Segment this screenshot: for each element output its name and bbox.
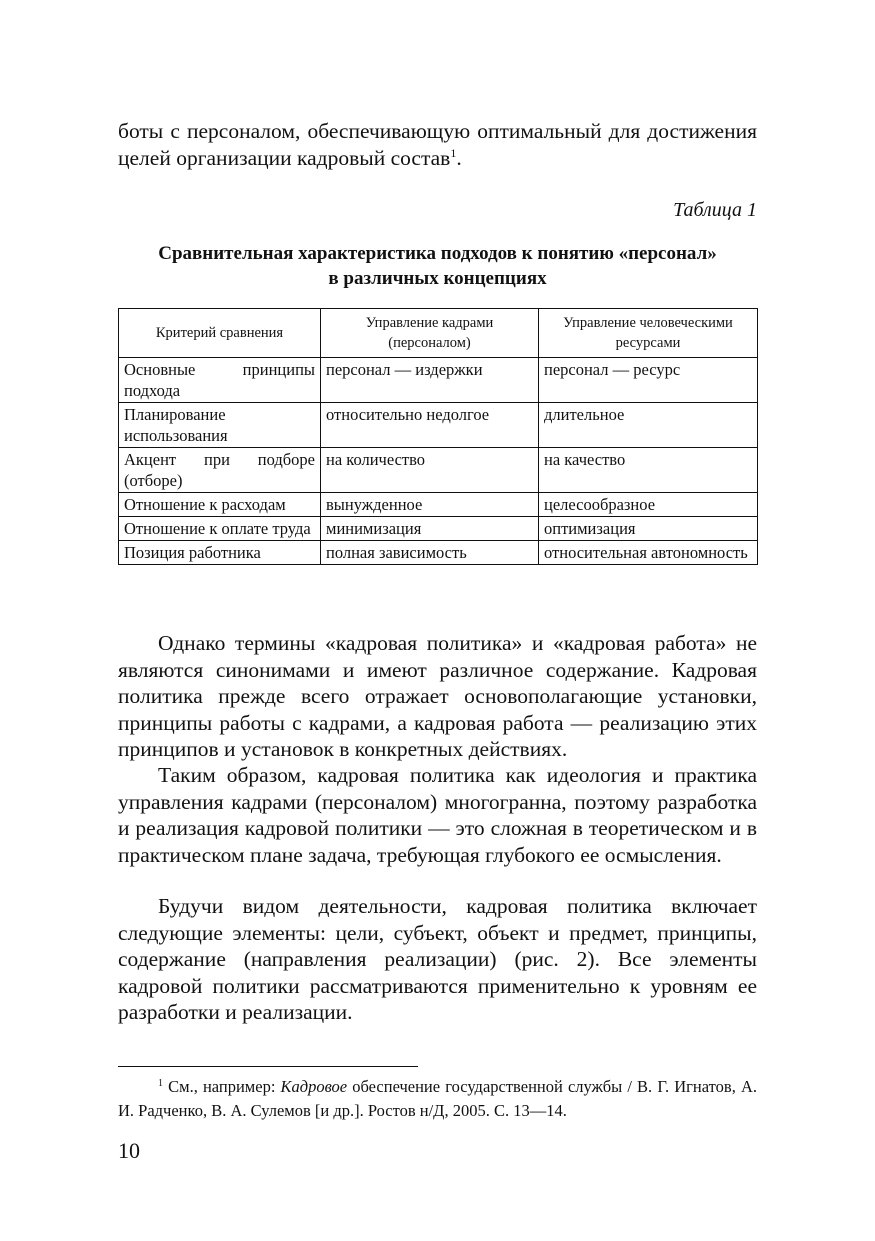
table-cell: минимизация	[321, 517, 539, 541]
table-cell: на количество	[321, 448, 539, 493]
table-cell: Акцент при подборе (отборе)	[119, 448, 321, 493]
table-cell: длительное	[539, 403, 758, 448]
table-cell: Планирование использования	[119, 403, 321, 448]
table-cell: оптимизация	[539, 517, 758, 541]
table-cell: вынужденное	[321, 493, 539, 517]
table-row	[119, 493, 758, 517]
table-row	[119, 448, 758, 493]
footnote-number: 1	[158, 1078, 163, 1089]
page-number: 10	[118, 1138, 140, 1163]
footnote: $^1$ См., например: Кадровое обеспечение государственной службы / В. Г. Игнатов, А. И. Радченко, В. А. Сулемов [и др.]. Ростов н/Д, 2005. С. 13—14.	[118, 1077, 757, 1120]
table-row	[119, 541, 758, 565]
table-cell: полная зависимость	[321, 541, 539, 565]
table-title-line-2: в различных концепциях	[328, 268, 547, 289]
table-cell: целесообразное	[539, 493, 758, 517]
header-criterion: Критерий сравнения	[119, 309, 321, 358]
paragraph-elements: Будучи видом деятельности, кадровая политика включает следующие элементы: цели, субъект, объект и предмет, принципы, содержание (направления реализации) (рис. 2). Все элементы кадровой политики рассматриваются применительно к уровням ее разработки и реализации.	[118, 894, 757, 1024]
paragraph-ideology: Таким образом, кадровая политика как идеология и практика управления кадрами (персоналом) многогранна, поэтому разработка и реализация кадровой политики — это сложная в теоретическом и в практическом плане задача, требующая глубокого ее осмысления.	[118, 763, 757, 867]
table-row	[119, 517, 758, 541]
table-title	[118, 241, 757, 291]
comparison-table	[118, 308, 758, 565]
footnote-divider	[118, 1066, 418, 1067]
table-cell: Отношение к оплате труда	[119, 517, 321, 541]
table-header-row	[119, 309, 758, 358]
table-cell: относительно недолгое	[321, 403, 539, 448]
table-title-line-1: Сравнительная характеристика подходов к понятию «персонал»	[158, 243, 717, 264]
table-row	[119, 358, 758, 403]
footnote-italic-title: Кадровое	[280, 1077, 348, 1096]
intro-paragraph: боты с персоналом, обеспечивающую оптимальный для достижения целей организации кадровый состав$^1$.	[118, 119, 757, 170]
table-cell: персонал — ресурс	[539, 358, 758, 403]
header-human-resources: Управление человеческими ресурсами	[539, 309, 758, 358]
footnote-ref[interactable]: 1	[450, 145, 457, 160]
table-cell: Основные принципы подхода	[119, 358, 321, 403]
table-cell: персонал — издержки	[321, 358, 539, 403]
table-label: Таблица 1	[673, 199, 757, 221]
header-personnel-management: Управление кадрами (персоналом)	[321, 309, 539, 358]
paragraph-terms: Однако термины «кадровая политика» и «кадровая работа» не являются синонимами и имеют различное содержание. Кадровая политика прежде всего отражает основополагающие установки, принципы работы с кадрами, а кадровая работа — реализацию этих принципов и установок в конкретных действиях.	[118, 631, 757, 761]
table-cell: на качество	[539, 448, 758, 493]
table-row	[119, 403, 758, 448]
table-cell: Отношение к расходам	[119, 493, 321, 517]
table-cell: Позиция работника	[119, 541, 321, 565]
table-cell: относительная автономность	[539, 541, 758, 565]
